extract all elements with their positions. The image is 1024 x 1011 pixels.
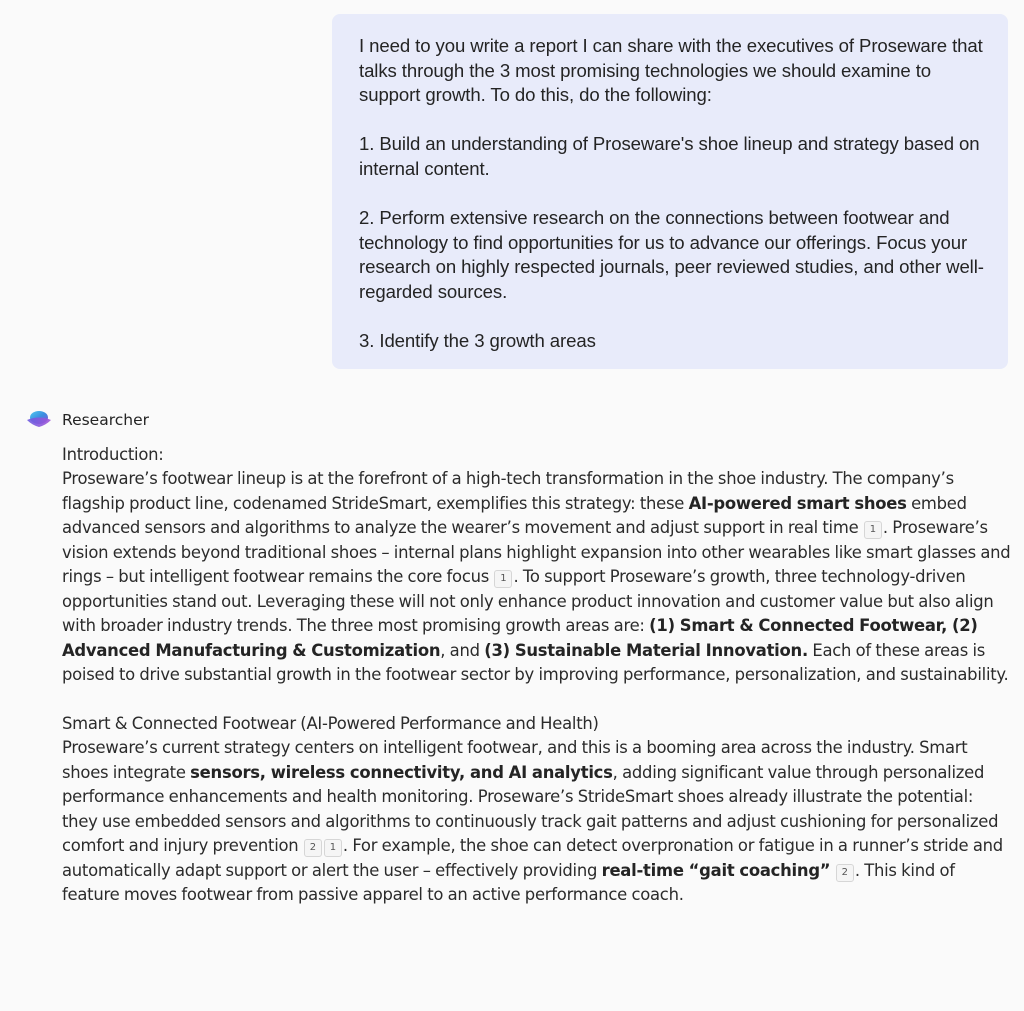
text: . Proseware’s vision extends beyond traditional shoes – internal plans highlight expansion into other wearables like smart glasses and rings – but intelligent footwear remains the core focus (62, 518, 1011, 587)
citation-badge[interactable]: 1 (494, 570, 512, 588)
text: , adding significant value through personalized performance enhancements and health monitoring. Proseware’s StrideSmart shoes already illustrate the potential: they use embedded sensors and algorithms to continuously track gait patterns and adjust cushioning for personalized comfort and injury prevention (62, 762, 999, 856)
citation-badge[interactable]: 1 (324, 839, 342, 857)
citation-badge[interactable]: 2 (304, 839, 322, 857)
section-heading: Smart & Connected Footwear (AI-Powered Performance and Health) (62, 713, 599, 733)
researcher-logo-icon (26, 409, 52, 431)
text: Proseware’s footwear lineup is at the forefront of a high-tech transformation in the shoe industry. The company’s flagship product line, codenamed StrideSmart, exemplifies this strategy: these (62, 469, 954, 513)
user-message-step-1: 1. Build an understanding of Proseware's shoe lineup and strategy based on internal content. (359, 133, 980, 179)
user-message-bubble (332, 14, 1008, 369)
paragraph-gap (62, 688, 1012, 712)
user-message-step-3: 3. Identify the 3 growth areas (359, 330, 596, 352)
assistant-name: Researcher (62, 411, 150, 429)
intro-paragraph (62, 467, 1012, 687)
text: Each of these areas is poised to drive substantial growth in the footwear sector by improving performance, personalization, and sustainability. (62, 640, 1009, 685)
user-message-paragraph: I need to you write a report I can share with the executives of Proseware that talks through the 3 most promising technologies we should examine to support growth. To do this, do the following: (359, 35, 983, 106)
citation-badge[interactable]: 1 (864, 521, 882, 539)
text: . For example, the shoe can detect overpronation or fatigue in a runner’s stride and automatically adapt support or alert the user – effectively providing (62, 836, 1003, 880)
assistant-header (26, 406, 149, 434)
text: embed advanced sensors and algorithms to analyze the wearer’s movement and adjust support in real time (62, 493, 967, 538)
text: . This kind of feature moves footwear from passive apparel to an active performance coach. (62, 860, 955, 905)
bold-text: (3) Sustainable Material Innovation. (484, 640, 808, 660)
bold-text: (1) Smart & Connected Footwear, (2) Advanced Manufacturing & Customization (62, 616, 978, 660)
text: , and (440, 640, 485, 660)
text: Proseware’s current strategy centers on intelligent footwear, and this is a booming area across the industry. Smart shoes integrate (62, 738, 968, 782)
bold-text: real-time “gait coaching” (601, 860, 831, 880)
assistant-response (62, 443, 1012, 908)
section-paragraph (62, 736, 1012, 907)
user-message-step-2: 2. Perform extensive research on the connections between footwear and technology to find opportunities for us to advance our offerings. Focus your research on highly respected journals, peer reviewed studies, and other well-regarded sources. (359, 207, 984, 302)
citation-badge[interactable]: 2 (836, 864, 854, 882)
bold-text: AI-powered smart shoes (688, 493, 907, 513)
text: . To support Proseware’s growth, three technology-driven opportunities stand out. Leveraging these will not only enhance product innovation and customer value but also align with broader industry trends. The three most promising growth areas are: (62, 567, 994, 636)
bold-text: sensors, wireless connectivity, and AI analytics (190, 762, 613, 782)
intro-heading: Introduction: (62, 445, 164, 464)
